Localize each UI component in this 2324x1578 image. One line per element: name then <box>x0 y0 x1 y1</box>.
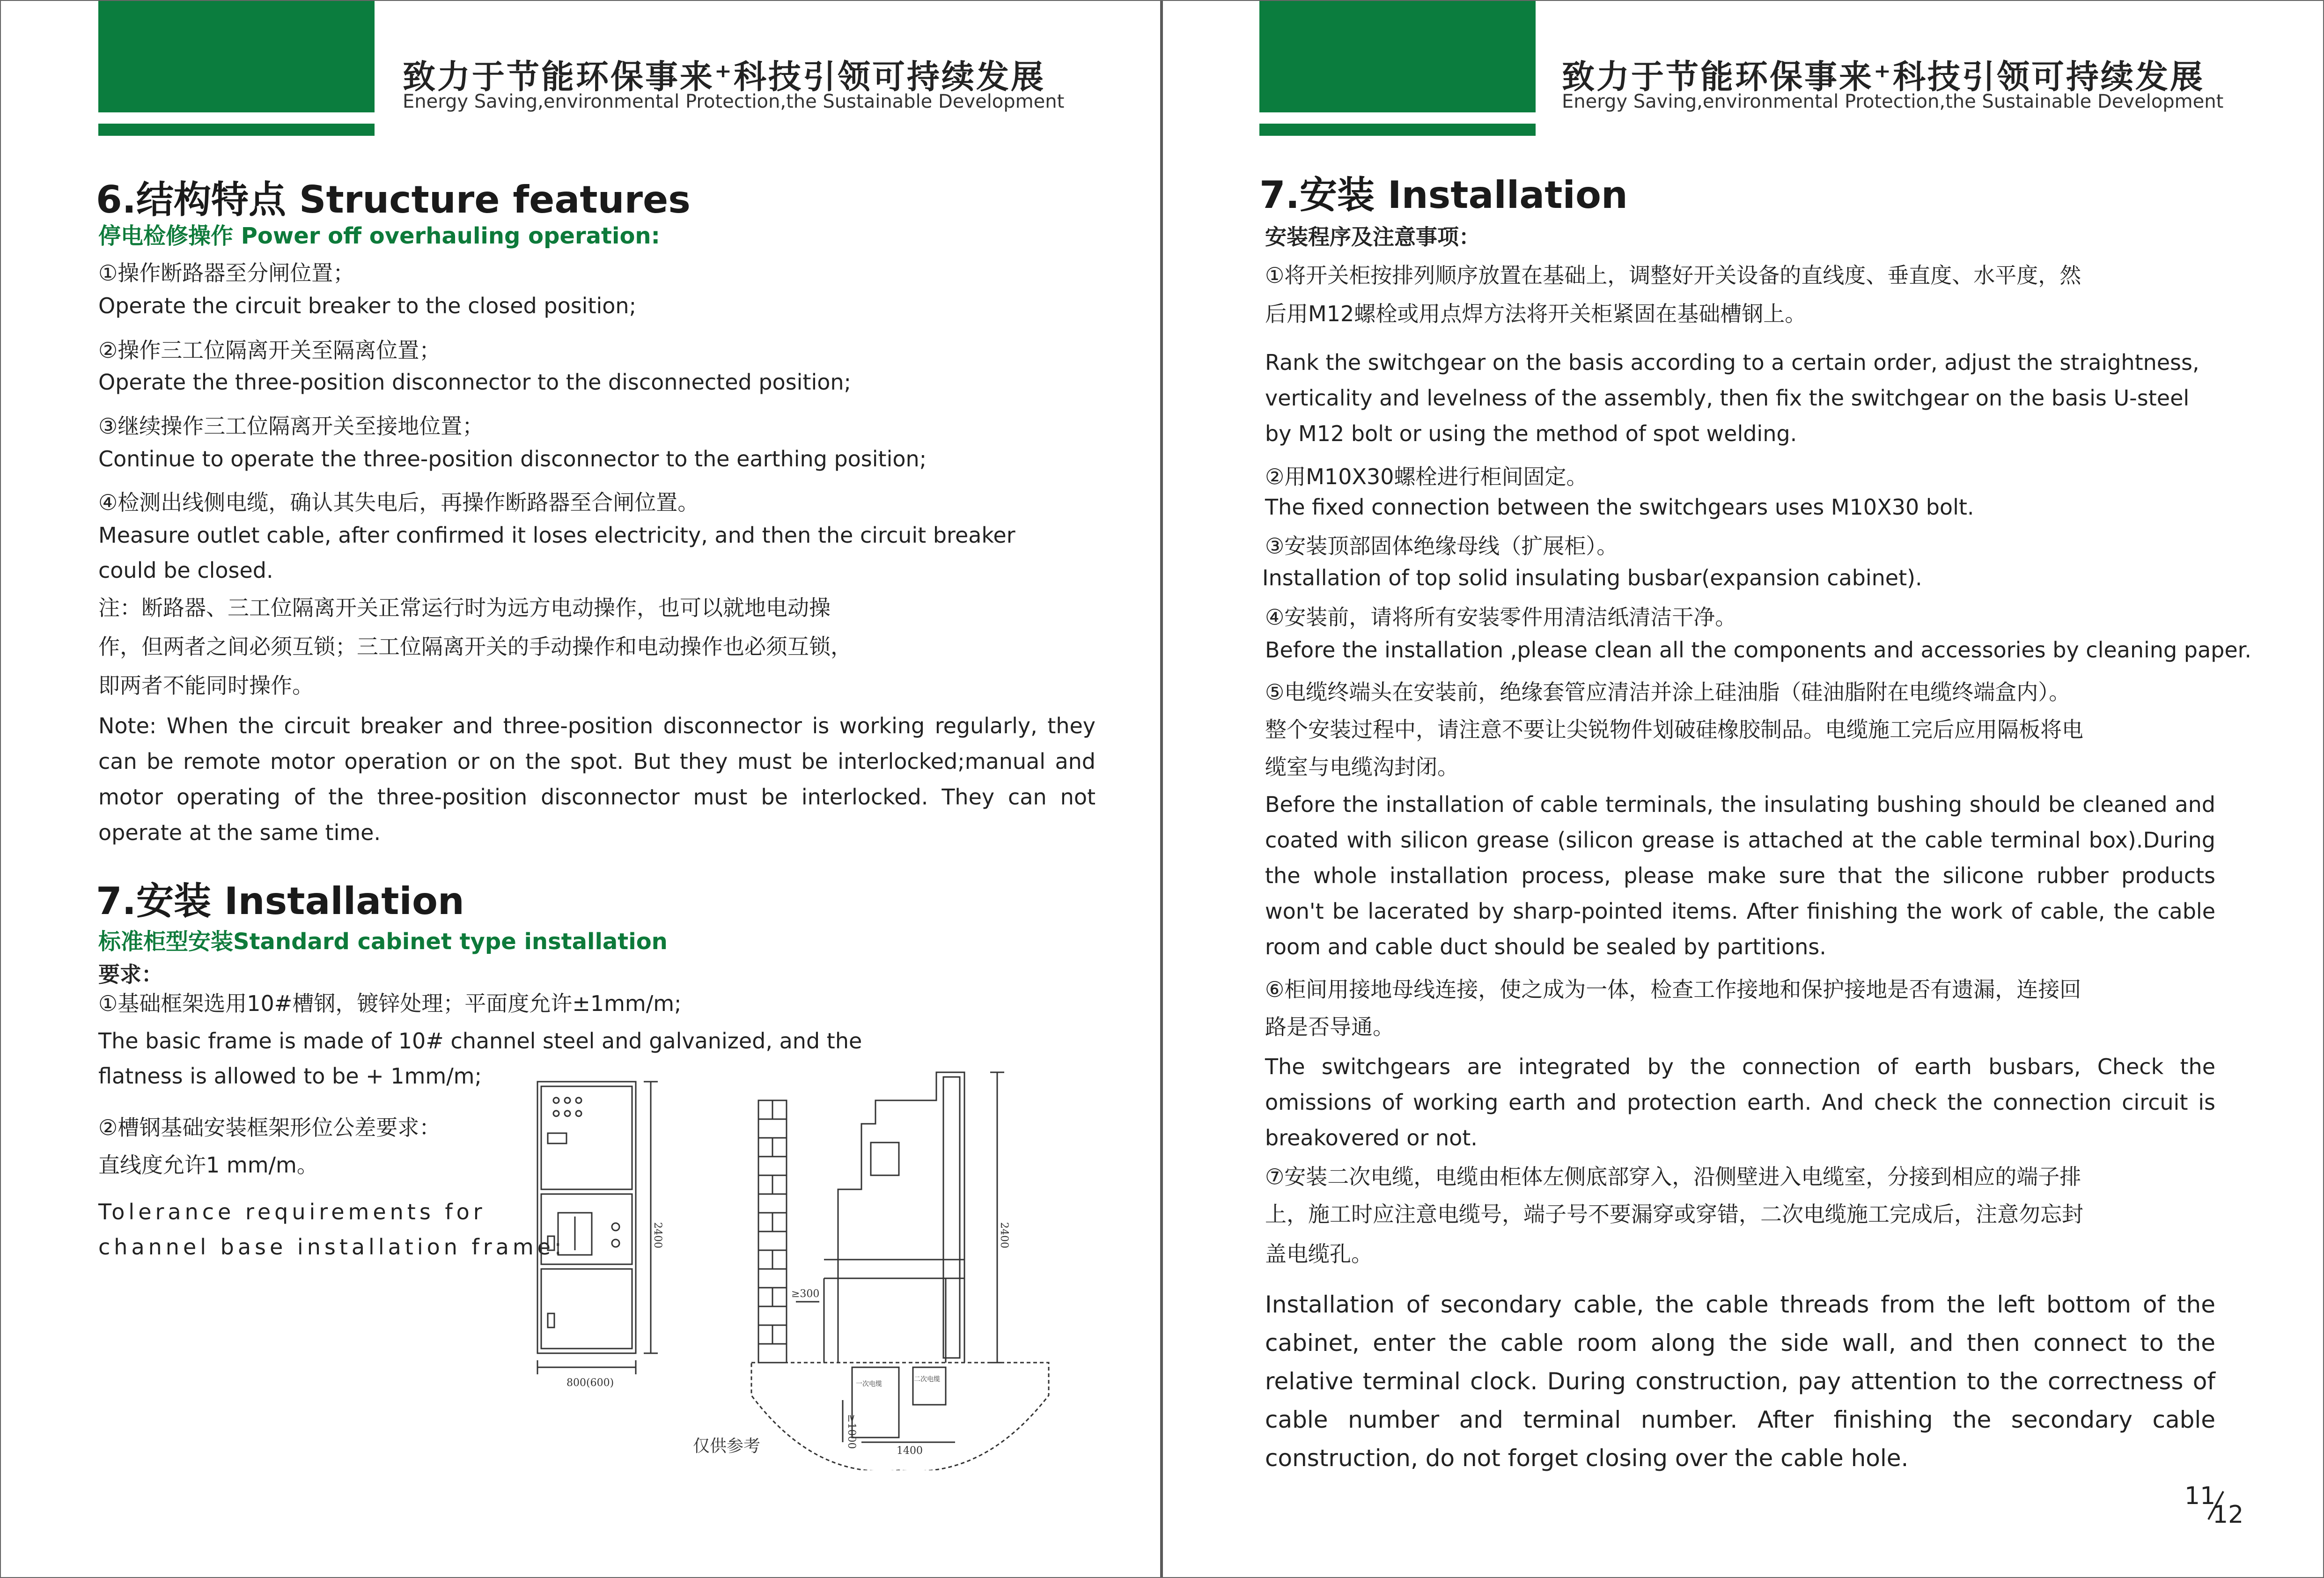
header-title-cn: 致力于节能环保事来⁺科技引领可持续发展 <box>403 58 1045 96</box>
req-1-cn: ①基础框架选用10#槽钢，镀锌处理；平面度允许±1mm/m; <box>98 991 682 1016</box>
left-page <box>0 0 1160 1578</box>
step-4-cn: ④安装前，请将所有安装零件用清洁纸清洁干净。 <box>1265 605 1737 630</box>
item-1-en: Operate the circuit breaker to the closed position; <box>98 293 637 318</box>
item-2-cn: ②操作三工位隔离开关至隔离位置； <box>98 338 441 363</box>
header-title-en: Energy Saving,environmental Protection,the Sustainable Development <box>403 91 1065 112</box>
step-7-cn-line1: ⑦安装二次电缆，电缆由柜体左侧底部穿入，沿侧壁进入电缆室，分接到相应的端子排 <box>1265 1164 2081 1189</box>
installation-drawing <box>515 1058 1114 1470</box>
item-3-en: Continue to operate the three-position disconnector to the earthing position; <box>98 446 927 472</box>
section-7-title-right: 7.安装 Installation <box>1259 173 1628 217</box>
step-3-en: Installation of top solid insulating busbar(expansion cabinet). <box>1262 565 1922 590</box>
dim-1000: ≥1000 <box>846 1414 857 1449</box>
step-7-cn-line3: 盖电缆孔。 <box>1265 1241 1373 1267</box>
step-5-cn-line1: ⑤电缆终端头在安装前，绝缘套管应清洁并涂上硅油脂（硅油脂附在电缆终端盒内）。 <box>1265 679 2071 705</box>
req-1-en-line1: The basic frame is made of 10# channel steel and galvanized, and the <box>98 1028 862 1054</box>
label-cable-secondary: 二次电缆 <box>914 1376 940 1383</box>
header-green-bar-right <box>1259 124 1536 136</box>
step-1-en-line3: by M12 bolt or using the method of spot welding. <box>1265 421 1797 446</box>
dim-1400: 1400 <box>897 1445 923 1457</box>
step-1-cn-line2: 后用M12螺栓或用点焊方法将开关柜紧固在基础槽钢上。 <box>1265 301 1807 326</box>
note-cn-line3: 即两者不能同时操作。 <box>98 673 314 698</box>
note-cn-line2: 作，但两者之间必须互锁；三工位隔离开关的手动操作和电动操作也必须互锁， <box>98 634 852 659</box>
item-4-en-line2: could be closed. <box>98 558 273 583</box>
procedure-label: 安装程序及注意事项： <box>1265 224 1480 250</box>
page-number-total: 12 <box>2213 1501 2244 1529</box>
cabinet-front-outline <box>537 1082 636 1353</box>
requirements-label: 要求： <box>98 962 163 987</box>
item-1-cn: ①操作断路器至分闸位置； <box>98 260 355 286</box>
step-5-en: Before the installation of cable terminals, the insulating bushing should be cleaned and coated with silicon grease (silicon grease is attached at the cable terminal box).During the whole installation process, please make sure that the silicone rubber products won't be lacerated by sharp-pointed items. After finishing the work of cable, the cable room and cable duct should be sealed by partitions. <box>1265 792 2215 959</box>
header-green-block-right <box>1259 0 1536 112</box>
item-4-en-line1: Measure outlet cable, after confirmed it loses electricity, and then the circuit breaker <box>98 523 1015 548</box>
item-4-cn: ④检测出线侧电缆，确认其失电后，再操作断路器至合闸位置。 <box>98 490 699 515</box>
step-7-en: Installation of secondary cable, the cable threads from the left bottom of the cabinet, enter the cable room along the side wall, and then connect to the relative terminal clock. During construction, pay attention to the correctness of cable number and terminal number. After finishing the secondary cable construction, do not forget closing over the cable hole. <box>1265 1291 2215 1472</box>
dim-height-side: 2400 <box>998 1222 1010 1248</box>
drawing-caption: 仅供参考 <box>693 1437 761 1456</box>
header-green-block <box>98 0 375 112</box>
page-number-current: 11 <box>2184 1482 2216 1510</box>
section-6-subtitle: 停电检修操作 Power off overhauling operation: <box>98 223 660 249</box>
step-1-en-line1: Rank the switchgear on the basis according to a certain order, adjust the straightness, <box>1265 350 2199 375</box>
step-7-cn-line2: 上，施工时应注意电缆号，端子号不要漏穿或穿错，二次电缆施工完成后，注意勿忘封 <box>1265 1202 2083 1227</box>
step-6-cn-line1: ⑥柜间用接地母线连接，使之成为一体，检查工作接地和保护接地是否有遗漏，连接回 <box>1265 977 2081 1002</box>
step-4-en: Before the installation ,please clean all the components and accessories by cleaning paper. <box>1265 637 2251 663</box>
installation-drawing-svg <box>515 1058 1114 1470</box>
note-cn-line1: 注：断路器、三工位隔离开关正常运行时为远方电动操作，也可以就地电动操 <box>98 595 831 620</box>
step-2-cn: ②用M10X30螺栓进行柜间固定。 <box>1265 464 1588 489</box>
req-2-cn-line2: 直线度允许1 mm/m。 <box>98 1152 318 1178</box>
section-7-subtitle: 标准柜型安装Standard cabinet type installation <box>98 929 668 955</box>
step-5-cn-line2: 整个安装过程中，请注意不要让尖锐物件划破硅橡胶制品。电缆施工完后应用隔板将电 <box>1265 717 2083 742</box>
note-en: Note: When the circuit breaker and three-position disconnector is working regularly, they can be remote motor operation or on the spot. But they must be interlocked;manual and motor operating of the three-position disconnector must be interlocked. They can not operate at the same time. <box>98 713 1096 845</box>
req-1-en-line2: flatness is allowed to be + 1mm/m; <box>98 1063 482 1089</box>
dim-width: 800(600) <box>566 1377 614 1389</box>
step-1-en-line2: verticality and levelness of the assembly, then fix the switchgear on the basis U-steel <box>1265 385 2190 411</box>
req-2-en-line1: Tolerance requirements for <box>98 1199 486 1224</box>
step-2-en: The fixed connection between the switchgears uses M10X30 bolt. <box>1265 494 1974 520</box>
right-page <box>1163 0 2324 1578</box>
item-2-en: Operate the three-position disconnector to the disconnected position; <box>98 369 852 395</box>
header-green-bar <box>98 124 375 136</box>
step-1-cn-line1: ①将开关柜按排列顺序放置在基础上，调整好开关设备的直线度、垂直度、水平度，然 <box>1265 263 2081 288</box>
step-3-cn: ③安装顶部固体绝缘母线（扩展柜）。 <box>1265 533 1618 559</box>
req-2-cn-line1: ②槽钢基础安装框架形位公差要求： <box>98 1115 441 1140</box>
dim-height-front: 2400 <box>652 1222 663 1248</box>
header-title-en-right: Energy Saving,environmental Protection,the Sustainable Development <box>1562 91 2224 112</box>
step-6-cn-line2: 路是否导通。 <box>1265 1014 1394 1040</box>
step-5-cn-line3: 缆室与电缆沟封闭。 <box>1265 754 1459 780</box>
section-6-title: 6.结构特点 Structure features <box>96 178 691 221</box>
dim-300: ≥300 <box>791 1288 820 1300</box>
step-6-en: The switchgears are integrated by the connection of earth busbars, Check the omissions of working earth and protection earth. And check the connection circuit is breakovered or not. <box>1265 1054 2215 1150</box>
req-2-en-line2: channel base installation frame: <box>98 1234 566 1260</box>
item-3-cn: ③继续操作三工位隔离开关至接地位置； <box>98 413 484 439</box>
section-7-title-left: 7.安装 Installation <box>96 879 464 923</box>
header-title-cn-right: 致力于节能环保事来⁺科技引领可持续发展 <box>1562 58 2205 96</box>
label-cable-primary: 一次电缆 <box>856 1380 882 1388</box>
